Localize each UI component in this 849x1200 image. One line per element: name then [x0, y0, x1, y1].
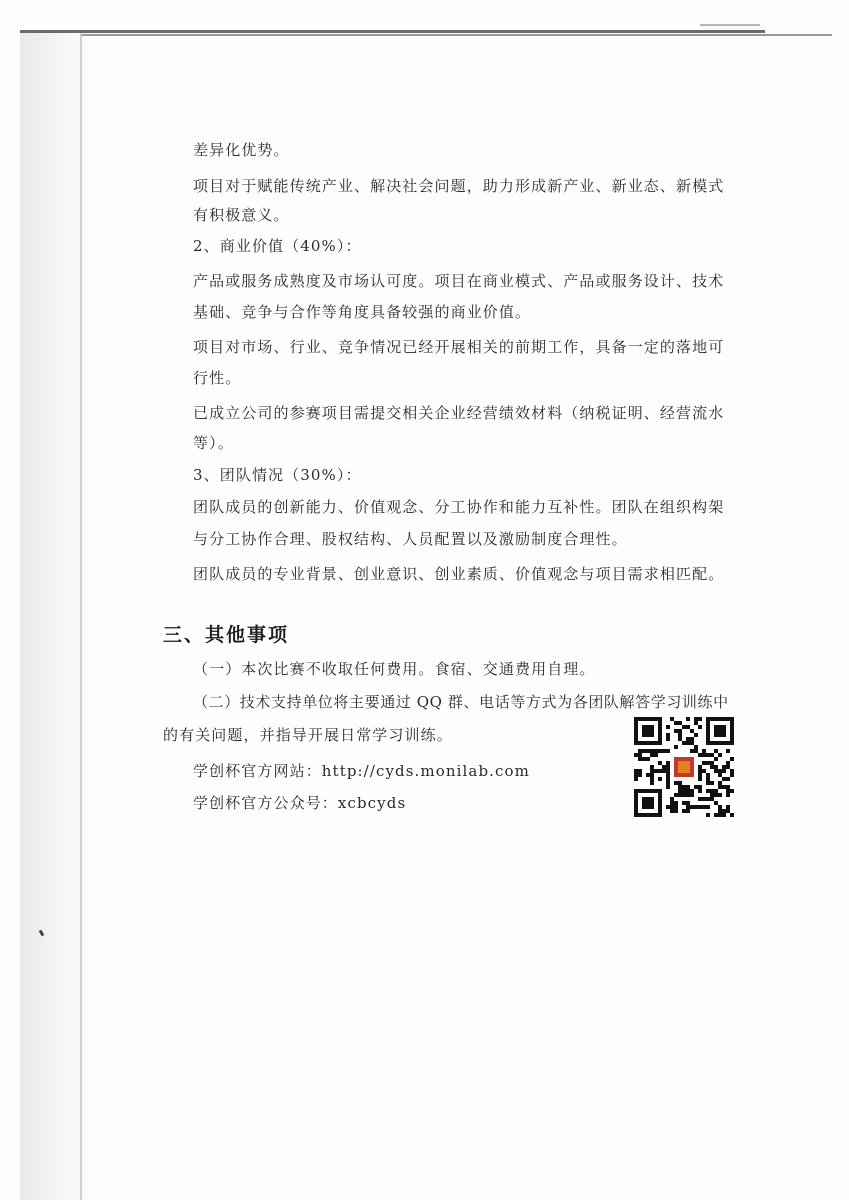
body-line: 产品或服务成熟度及市场认可度。项目在商业模式、产品或服务设计、技术 — [193, 272, 725, 290]
other-item-1: （一）本次比赛不收取任何费用。食宿、交通费用自理。 — [193, 660, 596, 678]
scan-top-edge — [20, 30, 765, 33]
criterion-heading: 2、商业价值（40%）： — [193, 237, 362, 255]
official-website: 学创杯官方网站：http://cyds.monilab.com — [193, 762, 531, 780]
other-item-2-line-1: （二）技术支持单位将主要通过 QQ 群、电话等方式为各团队解答学习训练中 — [193, 693, 729, 711]
body-line: 行性。 — [193, 369, 242, 387]
body-line: 项目对市场、行业、竞争情况已经开展相关的前期工作，具备一定的落地可 — [193, 338, 725, 356]
qr-code-icon — [634, 717, 734, 817]
body-line: 团队成员的创新能力、价值观念、分工协作和能力互补性。团队在组织构架 — [193, 498, 725, 516]
body-line: 项目对于赋能传统产业、解决社会问题，助力形成新产业、新业态、新模式 — [193, 177, 725, 195]
official-wechat: 学创杯官方公众号：xcbcyds — [193, 794, 407, 812]
section-heading: 三、其他事项 — [163, 624, 290, 646]
body-line: 已成立公司的参赛项目需提交相关企业经营绩效材料（纳税证明、经营流水 — [193, 404, 725, 422]
body-line: 有积极意义。 — [193, 206, 290, 224]
scan-top-edge-fragment — [700, 24, 760, 26]
scan-left-edge-line — [80, 30, 82, 1200]
body-line: 差异化优势。 — [193, 141, 290, 159]
body-line: 基础、竞争与合作等角度具备较强的商业价值。 — [193, 303, 532, 321]
criterion-heading: 3、团队情况（30%）： — [193, 466, 362, 484]
body-line: 与分工协作合理、股权结构、人员配置以及激励制度合理性。 — [193, 530, 628, 548]
other-item-2-line-2: 的有关问题，并指导开展日常学习训练。 — [163, 726, 453, 744]
body-line: 等）。 — [193, 434, 234, 452]
body-line: 团队成员的专业背景、创业意识、创业素质、价值观念与项目需求相匹配。 — [193, 565, 725, 583]
scan-top-edge-inner — [82, 34, 832, 36]
scan-left-edge — [20, 30, 82, 1200]
